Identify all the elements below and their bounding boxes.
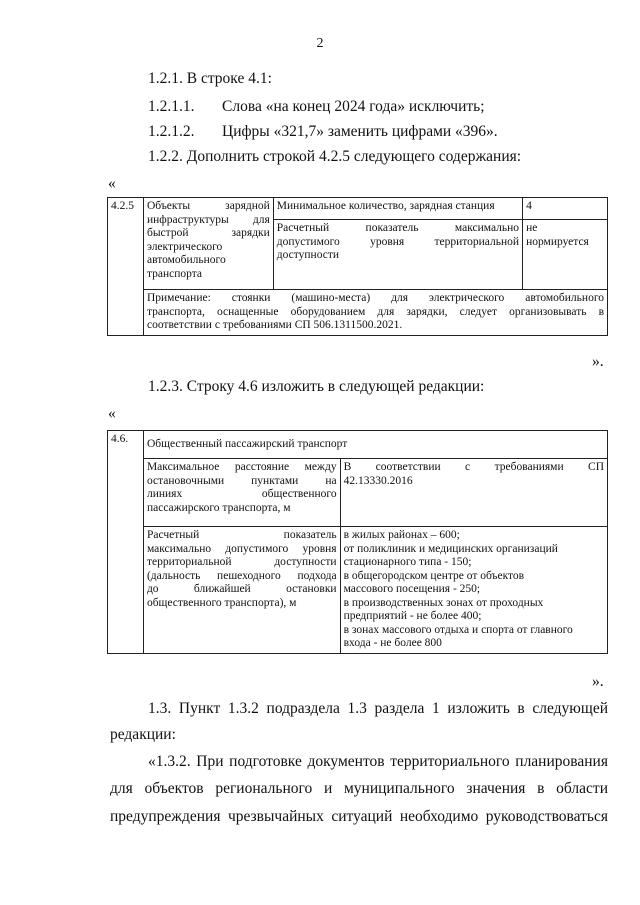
- value-line: в зонах массового отдыха и спорта от главного: [343, 623, 573, 636]
- indicator-walking-distance: [143, 527, 340, 654]
- indicator-line: максимально допустимого уровня: [146, 542, 337, 555]
- value-stop-distance: [340, 459, 607, 527]
- indicator-line: до ближайшей остановки: [146, 583, 337, 595]
- item-1-2-1: 1.2.1. В строке 4.1:: [148, 70, 272, 87]
- value-line: 42.13330.2016: [343, 474, 413, 487]
- note-line: соответствии с требованиями СП 506.1311500.2021.: [146, 319, 403, 331]
- row-number: 4.2.5: [108, 198, 144, 336]
- paragraph-line: 1.3. Пункт 1.3.2 подраздела 1.3 раздела 1 изложить в следующей: [148, 700, 608, 717]
- value-line: не: [526, 222, 538, 234]
- indicator-line: доступности: [276, 249, 340, 261]
- table-row-4-2-5: [107, 197, 608, 336]
- indicator-line: Расчетный показатель максимально: [276, 222, 520, 234]
- value-line: в производственных зонах от проходных: [343, 596, 544, 609]
- item-1-2-2: 1.2.2. Дополнить строкой 4.2.5 следующего содержания:: [148, 148, 522, 165]
- quote-1-3-2-third-line: [110, 808, 608, 826]
- object-line: инфраструктуры для: [146, 213, 270, 226]
- row-number: 4.6.: [108, 431, 144, 654]
- value-line: от поликлиник и медицинских организаций: [343, 542, 558, 555]
- value-line: стационарного типа - 150;: [343, 556, 472, 568]
- indicator-line: линиях общественного: [146, 488, 337, 500]
- close-quote-2: ».: [592, 673, 604, 690]
- object-line: транспорта: [146, 267, 203, 280]
- item-1-3-continued: редакции:: [110, 726, 176, 743]
- indicator-line: остановочными пунктами на: [146, 474, 337, 487]
- object-line: электрического: [146, 240, 223, 253]
- indicator-min-count: Минимальное количество, зарядная станция: [273, 198, 522, 220]
- item-1-2-1-2-number: 1.2.1.2.: [148, 123, 195, 140]
- object-line: быстрой зарядки: [146, 227, 270, 239]
- note-line: Примечание: стоянки (машино-места) для электрического автомобильного: [146, 292, 604, 304]
- value-line: В соответствии с требованиями СП: [343, 461, 604, 473]
- object-cell: [143, 198, 273, 290]
- paragraph-line: для объектов регионального и муниципального значения в области: [110, 780, 608, 797]
- indicator-accessibility: [273, 220, 522, 290]
- value-min-count: 4: [523, 198, 608, 220]
- paragraph-line: «1.3.2. При подготовке документов территориального планирования: [148, 753, 608, 770]
- table-row-4-6: [107, 430, 608, 654]
- value-line: нормируется: [526, 235, 589, 248]
- item-1-2-1-1-text: Слова «на конец 2024 года» исключить;: [222, 98, 485, 115]
- indicator-line: допустимого уровня территориальной: [276, 235, 520, 248]
- page-number: 2: [316, 36, 324, 51]
- indicator-line: Максимальное расстояние между: [146, 461, 337, 473]
- table-header: Общественный пассажирский транспорт: [143, 431, 607, 459]
- quote-1-3-2-first-line: [148, 753, 608, 771]
- item-1-2-3: 1.2.3. Строку 4.6 изложить в следующей редакции:: [148, 378, 485, 395]
- indicator-line: территориальной доступности: [146, 556, 337, 568]
- object-line: Объекты зарядной: [146, 200, 270, 212]
- value-accessibility: [523, 220, 608, 290]
- value-line: предприятий - не более 400;: [343, 610, 482, 622]
- paragraph-line: предупреждения чрезвычайных ситуаций необходимо руководствоваться: [110, 808, 608, 825]
- indicator-line: пассажирского транспорта, м: [146, 501, 291, 514]
- value-line: входа - не более 800: [343, 637, 442, 649]
- indicator-line: (дальность пешеходного подхода: [146, 569, 337, 582]
- note-line: транспорта, оснащенные оборудованием для зарядки, следует организовывать в: [146, 305, 604, 318]
- item-1-2-1-2-text: Цифры «321,7» заменить цифрами «396».: [222, 123, 498, 140]
- value-line: массового посещения - 250;: [343, 583, 481, 595]
- value-walking-distance: [340, 527, 607, 654]
- indicator-stop-distance: [143, 459, 340, 527]
- object-line: автомобильного: [146, 254, 226, 266]
- item-1-3: [148, 700, 608, 718]
- item-1-2-1-1-number: 1.2.1.1.: [148, 98, 195, 115]
- quote-1-3-2-second-line: [110, 780, 608, 798]
- indicator-line: общественного транспорта), м: [146, 596, 297, 609]
- table-note: [143, 290, 607, 336]
- value-line: в общегородском центре от объектов: [343, 569, 525, 582]
- open-quote-2: «: [108, 405, 116, 422]
- close-quote-1: ».: [592, 353, 604, 370]
- open-quote-1: «: [108, 175, 116, 192]
- value-line: в жилых районах – 600;: [343, 529, 460, 541]
- indicator-line: Расчетный показатель: [146, 529, 337, 541]
